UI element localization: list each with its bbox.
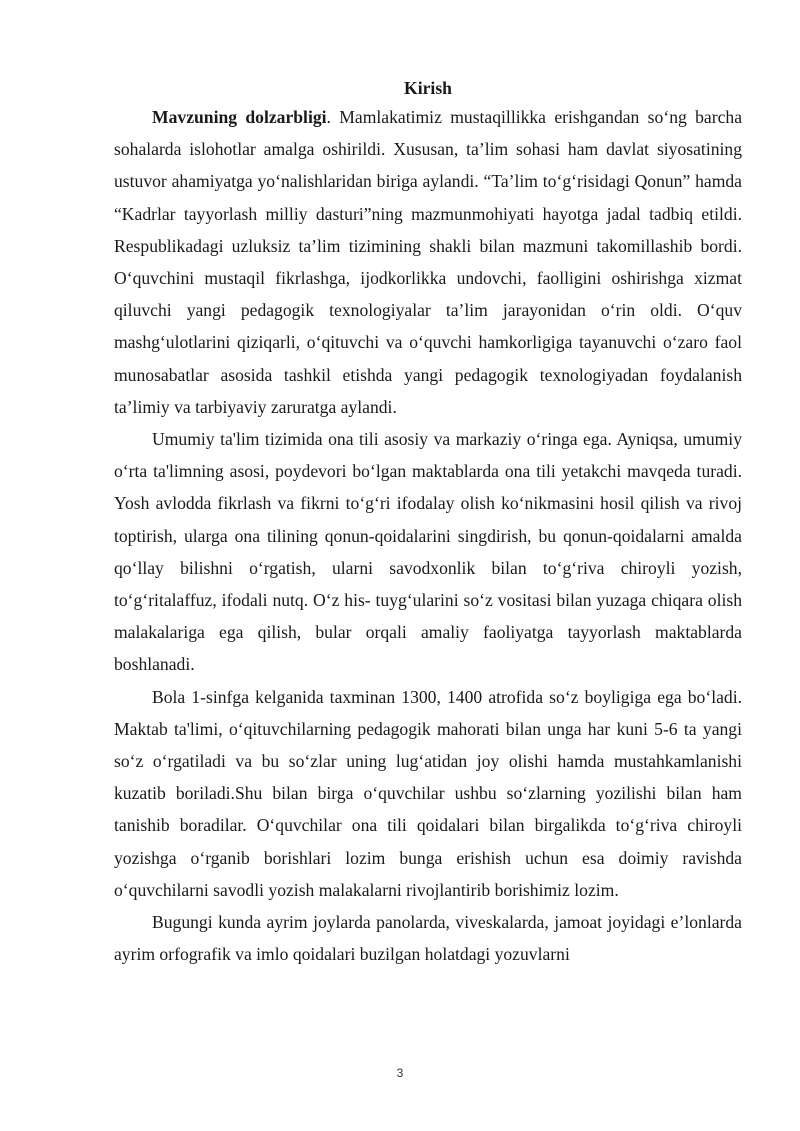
paragraph-4 — [114, 906, 742, 970]
paragraph-text: Umumiy ta'lim tizimida ona tili asosiy va markaziy o‘ringa ega. Ayniqsa, umumiy o‘rta ta'limning asosi, poydevori bo‘lgan maktablarda ona tili yetakchi mavqeda turadi. Yosh avlodda fikrlash va fikrni to‘g‘ri ifodalay olish ko‘nikmasini hosil qilish va rivoj toptirish, ularga ona tilining qonun-qoidalarini singdirish, bu qonun-qoidalarni amalda qo‘llay bilishni o‘rgatish, ularni savodxonlik bilan to‘g‘riva chiroyli yozish, to‘g‘ritalaffuz, ifodali nutq. O‘z his- tuyg‘ularini so‘z vositasi bilan yuzaga chiqara olish malakalariga ega qilish, bular orqali amaliy faoliyatga tayyorlash maktablarda boshlanadi. — [114, 429, 742, 675]
paragraph-3 — [114, 681, 742, 906]
page-title: Kirish — [404, 78, 452, 98]
page-number: 3 — [396, 1066, 404, 1080]
paragraph-text: . Mamlakatimiz mustaqillikka erishgandan so‘ng barcha sohalarda islohotlar amalga oshirildi. Xususan, ta’lim sohasi ham davlat siyosatining ustuvor ahamiyatga yo‘nalishlaridan biriga aylandi. “Ta’lim to‘g‘risidagi Qonun” hamda “Kadrlar tayyorlash milliy dasturi”ning mazmunmohiyati hayotga jadal tadbiq etildi. Respublikadagi uzluksiz ta’lim tizimining shakli bilan mazmuni takomillashib bordi. O‘quvchini mustaqil fikrlashga, ijodkorlikka undovchi, faolligini oshirishga xizmat qiluvchi yangi pedagogik texnologiyalar ta’lim jarayonidan o‘rin oldi. O‘quv mashg‘ulotlarini qiziqarli, o‘qituvchi va o‘quvchi hamkorligiga tayanuvchi o‘zaro faol munosabatlar asosida tashkil etishda yangi pedagogik texnologiyadan foydalanish ta’limiy va tarbiyaviy zaruratga aylandi. — [114, 107, 743, 417]
page-body — [114, 76, 742, 970]
paragraph-2 — [114, 423, 742, 681]
paragraph-lead: Mavzuning dolzarbligi — [152, 107, 327, 127]
paragraph-text: Bola 1-sinfga kelganida taxminan 1300, 1400 atrofida so‘z boyligiga ega bo‘ladi. Maktab ta'limi, o‘qituvchilarning pedagogik mahorati bilan unga har kuni 5-6 ta yangi so‘z o‘rgatiladi va bu so‘zlar uning lug‘atidan joy olishi hamda mustahkamlanishi kuzatib boriladi.Shu bilan birga o‘quvchilar ushbu so‘zlarning yozilishi bilan ham tanishib boradilar. O‘quvchilar ona tili qoidalari bilan birgalikda to‘g‘riva chiroyli yozishga o‘rganib borishlari lozim bunga erishish uchun esa doimiy ravishda o‘quvchilarni savodli yozish malakalarni rivojlantirib borishimiz lozim. — [114, 686, 742, 900]
paragraph-1 — [114, 101, 742, 423]
paragraph-text: Bugungi kunda ayrim joylarda panolarda, viveskalarda, jamoat joyidagi e’lonlarda ayrim orfografik va imlo qoidalari buzilgan holatdagi yozuvlarni — [114, 912, 742, 965]
